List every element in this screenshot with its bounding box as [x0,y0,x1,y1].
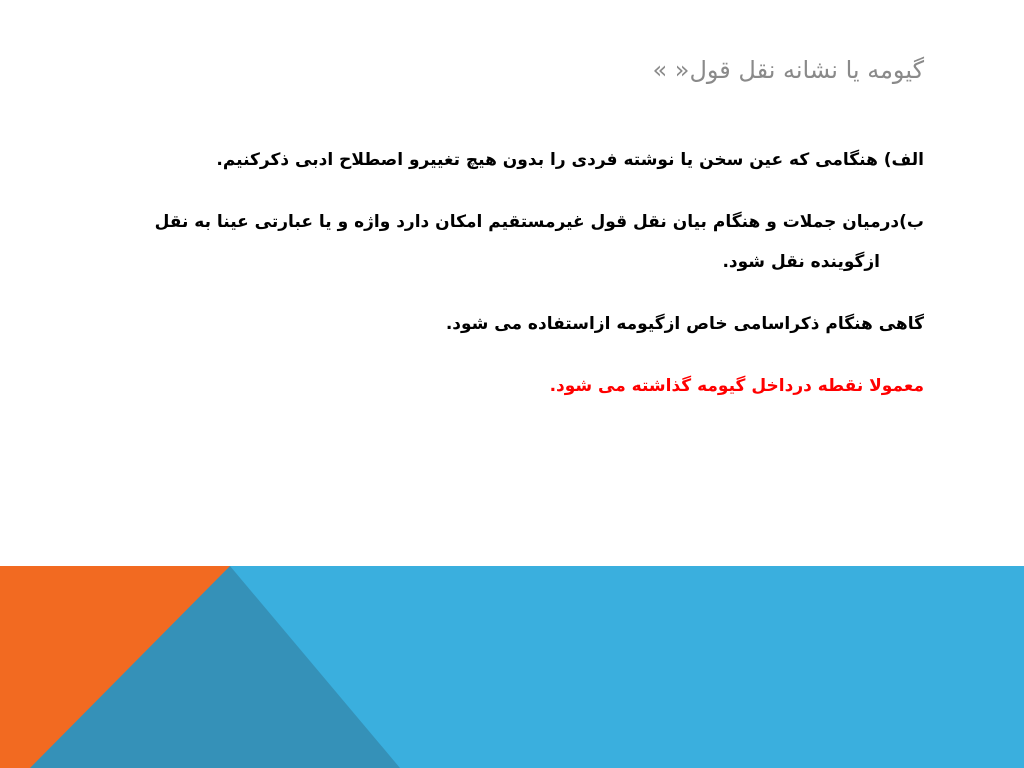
paragraph-be-line-2: ازگوینده نقل شود. [722,252,880,272]
slide-body [104,140,924,428]
slide-title: گیومه یا نشانه نقل قول« » [652,56,924,84]
paragraph-proper-names: گاهی هنگام ذکراسامی خاص ازگیومه ازاستفاده می شود. [445,314,924,334]
paragraph-alef: الف) هنگامی که عین سخن یا نوشته فردی را بدون هیچ تغییرو اصطلاح ادبی ذکرکنیم. [216,150,924,170]
paragraph-be [104,202,924,282]
decorative-band [0,566,1024,768]
paragraph-period-note: معمولا نقطه درداخل گیومه گذاشته می شود. [549,376,924,396]
paragraph-be-line-1: ب)درمیان جملات و هنگام بیان نقل قول غیرمستقیم امکان دارد واژه و یا عبارتی عینا به نقل [154,212,924,232]
